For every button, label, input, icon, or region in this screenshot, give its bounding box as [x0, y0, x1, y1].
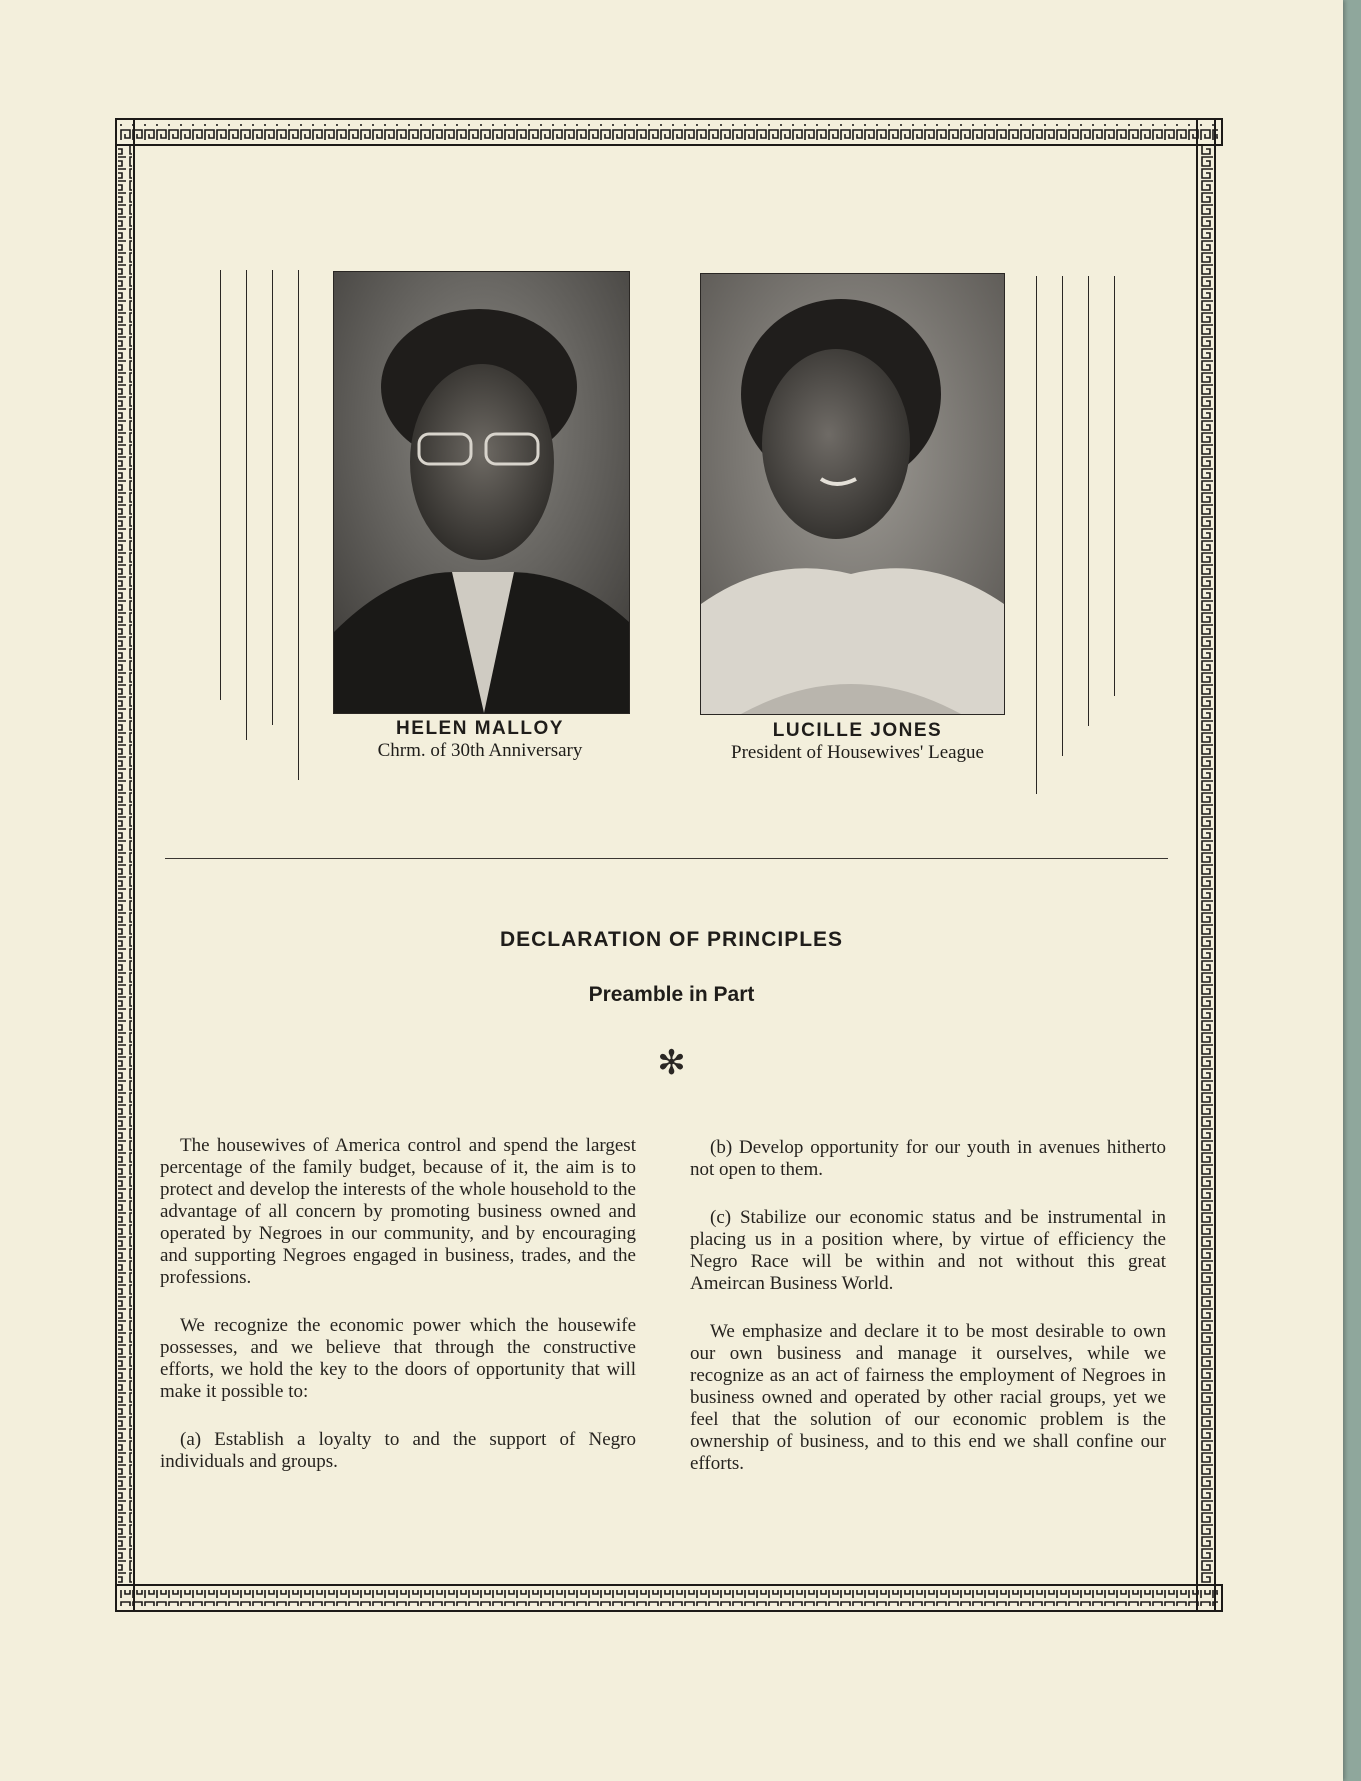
paragraph: We emphasize and declare it to be most desirable to own our own business and manage it ourselves, while we recognize as an act of fairness the employment of Negroes in business owned and operated by other racial groups, yet we feel that the solution of our economic problem is the ownership of business, and to this end we shall confine our efforts.	[690, 1321, 1166, 1474]
paragraph: The housewives of America control and spend the largest percentage of the family budget, because of it, the aim is to protect and develop the interests of the whole household to the advantage of all concern by promoting business owned and operated by Negroes in our community, and by encouraging and supporting Negroes engaged in business, trades, and the professions.	[160, 1135, 636, 1288]
document-subheading: Preamble in Part	[588, 983, 755, 1006]
person-name: HELEN MALLOY	[396, 718, 564, 739]
asterisk-ornament: ✻	[657, 1044, 686, 1082]
caption-helen-malloy	[320, 718, 640, 762]
person-title: President of Housewives' League	[731, 742, 984, 763]
left-column	[160, 1135, 636, 1499]
person-title: Chrm. of 30th Anniversary	[377, 740, 583, 761]
document-heading: DECLARATION OF PRINCIPLES	[499, 928, 844, 951]
decorative-lines-left	[220, 270, 300, 788]
portrait-lucille-jones	[700, 273, 1005, 715]
paragraph: (c) Stabilize our economic status and be instrumental in placing us in a position where, by virtue of efficiency the Negro Race will be within and not without this great Ameircan Business World.	[690, 1207, 1166, 1294]
paragraph: (b) Develop opportunity for our youth in avenues hitherto not open to them.	[690, 1137, 1166, 1180]
horizontal-divider	[165, 858, 1168, 859]
caption-lucille-jones	[715, 720, 1000, 764]
paragraph: We recognize the economic power which the housewife possesses, and we believe that through the constructive efforts, we hold the key to the doors of opportunity that will make it possible to:	[160, 1315, 636, 1402]
decorative-lines-right	[1036, 270, 1116, 788]
person-name: LUCILLE JONES	[772, 720, 943, 741]
portrait-helen-malloy	[333, 271, 630, 714]
paragraph: (a) Establish a loyalty to and the support of Negro individuals and groups.	[160, 1429, 636, 1472]
right-column	[690, 1137, 1166, 1501]
